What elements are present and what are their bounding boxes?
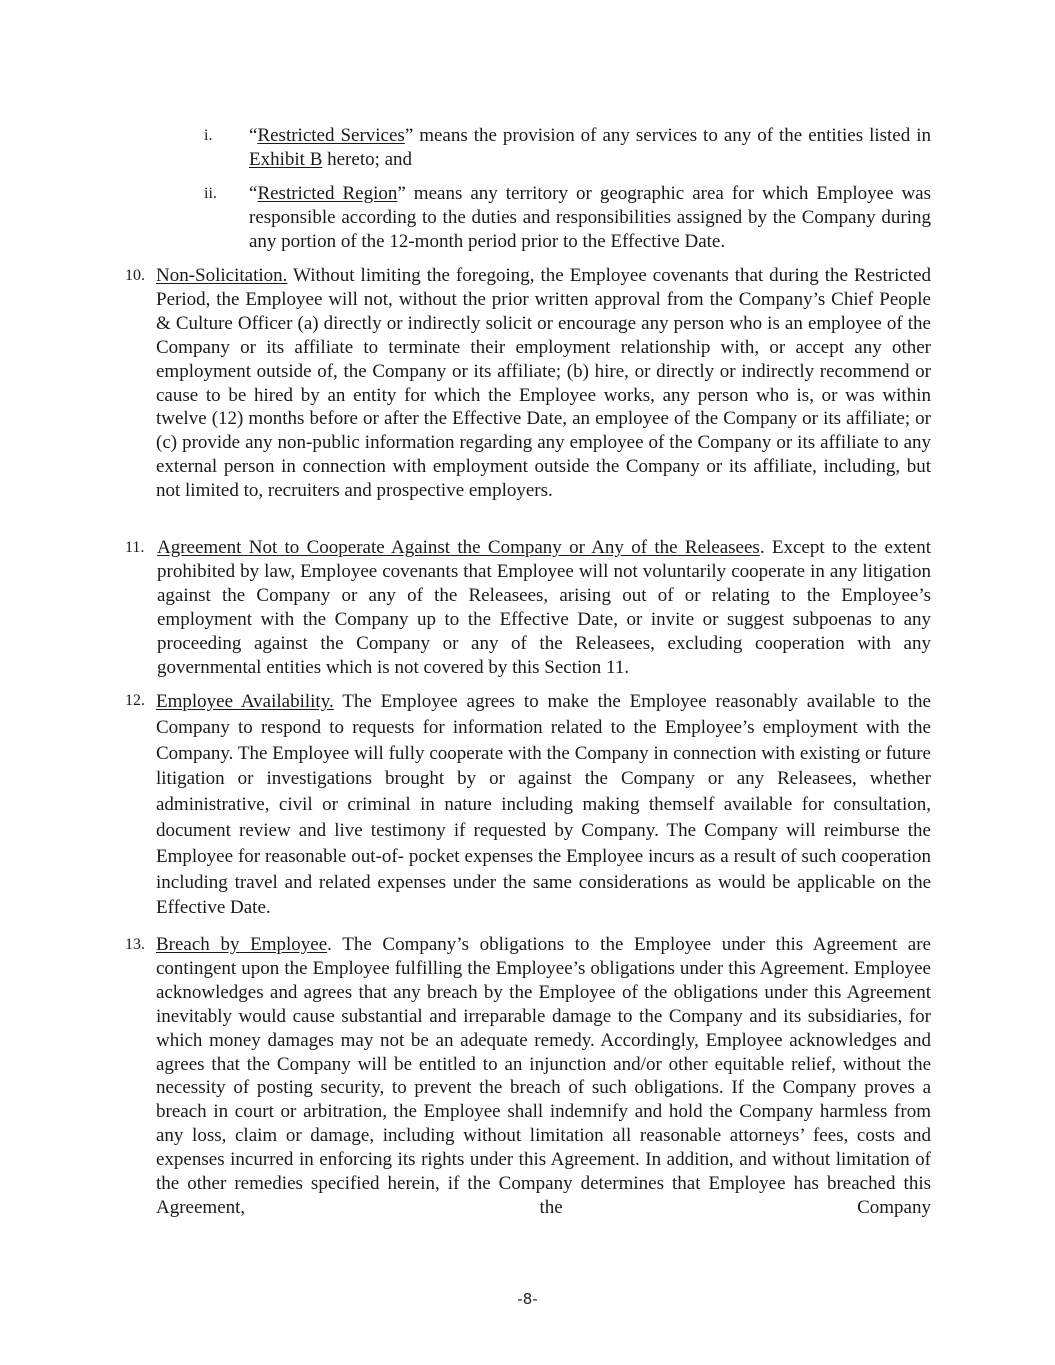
open-quote: “ <box>249 125 258 146</box>
defined-term: Restricted Services <box>257 125 405 146</box>
section-body <box>156 933 931 1220</box>
exhibit-reference: Exhibit B <box>249 148 323 170</box>
close-quote: ” <box>397 183 406 204</box>
sub-item-number: ii. <box>204 185 217 202</box>
section-text: . The Company’s obligations to the Employee under this Agreement are contingent upon the Employee fulfilling the Employee’s obligations under this Agreement. Employee acknowledges and agrees that any breach by the Employee of the obligations under this Agreement inevitably would cause substantial and irreparable damage to the Company and its subsidiaries, for which money damages may not be an adequate remedy. Accordingly, Employee acknowledges and agrees that the Company will be entitled to an injunction and/or other equitable relief, without the necessity of posting security, to prevent the breach of such obligations. If the Company proves a breach in court or arbitration, the Employee shall indemnify and hold the Company harmless from any loss, claim or damage, including without limitation all reasonable attorneys’ fees, costs and expenses incurred in enforcing its rights under this Agreement. In addition, and without limitation of the other remedies specified herein, if the Company determines that Employee has breached this Agreement, the Company <box>156 934 931 1218</box>
section-heading: Agreement Not to Cooperate Against the Company or Any of the Releasees <box>157 537 760 558</box>
section-number: 11. <box>125 539 145 556</box>
section-text: Without limiting the foregoing, the Employee covenants that during the Restricted Period, the Employee will not, without the prior written approval from the Company’s Chief People & Culture Officer (a) directly or indirectly solicit or encourage any person who is an employee of the Company or its affiliate to terminate their employment relationship with, or accept any other employment outside of, the Company or its affiliate; (b) hire, or directly or indirectly recommend or cause to be hired by an entity for which the Employee works, any person who is, or was within twelve (12) months before or after the Effective Date, an employee of the Company or its affiliate; or (c) provide any non-public information regarding any employee of the Company or its affiliate to any external person in connection with employment outside the Company or its affiliate, including, but not limited to, recruiters and prospective employers. <box>156 265 931 502</box>
section-body <box>156 264 931 503</box>
open-quote: “ <box>249 183 258 204</box>
section-number: 10. <box>125 267 145 284</box>
section-number: 12. <box>125 692 145 709</box>
section-text: . Except to the extent prohibited by law, Employee covenants that Employee will not voluntarily cooperate in any litigation against the Company or any of the Releasees, arising out of or relating to the Employee’s employment with the Company up to the Effective Date, or invite or suggest subpoenas to any proceeding against the Company or any of the Releasees, excluding cooperation with any governmental entities which is not covered by this Section 11. <box>157 537 931 678</box>
sub-item-text-tail: hereto; and <box>322 148 413 170</box>
section-heading: Breach by Employee <box>156 934 328 955</box>
section-body <box>157 536 931 679</box>
sub-item-number: i. <box>204 127 213 144</box>
section-body <box>156 689 931 921</box>
sub-item-body <box>249 182 931 254</box>
sub-item-body <box>249 124 931 172</box>
defined-term: Restricted Region <box>257 183 398 204</box>
sub-item-text: means the provision of any services to any of the entities listed in <box>413 125 931 146</box>
section-heading: Employee Availability. <box>156 691 334 712</box>
section-number: 13. <box>125 936 145 953</box>
section-heading: Non-Solicitation. <box>156 265 288 286</box>
sub-item-text: means any territory or geographic area for which Employee was responsible according to the duties and responsibilities assigned by the Company during any portion of the 12-month period prior to the Effective Date. <box>249 183 932 252</box>
section-text: The Employee agrees to make the Employee reasonably available to the Company to respond to requests for information related to the Employee’s employment with the Company. The Employee will fully cooperate with the Company in connection with existing or future litigation or investigations brought by or against the Company or any Releasees, whether administrative, civil or criminal in nature including making themself available for consultation, document review and live testimony if requested by Company. The Company will reimburse the Employee for reasonable out-of- pocket expenses the Employee incurs as a result of such cooperation including travel and related expenses under the same considerations as would be applicable on the Effective Date. <box>156 691 931 919</box>
page-number: -8- <box>517 1290 538 1308</box>
close-quote: ” <box>404 125 414 146</box>
